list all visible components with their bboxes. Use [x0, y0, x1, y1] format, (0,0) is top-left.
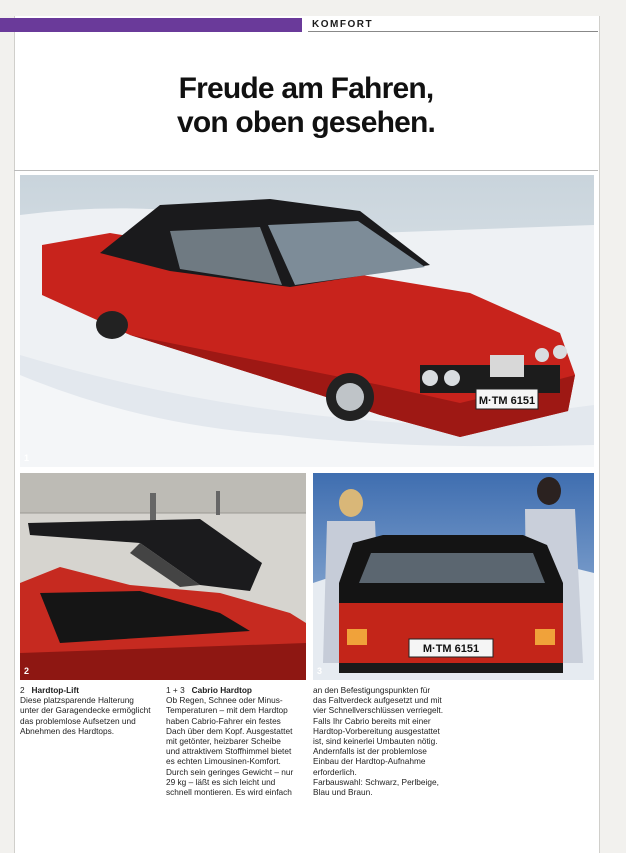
- caption1-number: 2: [20, 685, 25, 695]
- photo-rear-view: [313, 473, 594, 680]
- caption2-line: haben Cabrio-Fahrer ein festes: [166, 715, 281, 726]
- caption-continuation: [313, 685, 463, 797]
- photo2-number: 2: [24, 666, 30, 676]
- caption2-number: 1 + 3: [166, 685, 185, 695]
- caption2-line: und attraktivem Stoffhimmel bietet: [166, 746, 292, 757]
- caption3-line: das Faltverdeck aufgesetzt und mit: [313, 695, 442, 706]
- photo3-plate: M·TM 6151: [422, 643, 480, 655]
- caption2-line: Dach über dem Kopf. Ausgestattet: [166, 725, 293, 736]
- caption3-line: Falls Ihr Cabrio bereits mit einer: [313, 715, 431, 726]
- caption3-line: erforderlich.: [313, 766, 357, 777]
- photo3-number: 3: [317, 666, 323, 676]
- caption2-line: schnell montieren. Es wird einfach: [166, 787, 292, 798]
- headline-divider: [14, 170, 598, 171]
- caption-hardtop-lift: [20, 685, 160, 736]
- caption2-line: es echten Limousinen-Komfort.: [166, 756, 281, 767]
- caption1-title: Hardtop-Lift: [31, 685, 80, 695]
- caption-cabrio-hardtop: [166, 685, 308, 797]
- caption1-line: das problemlose Aufsetzen und: [20, 715, 136, 726]
- caption2-line: Temperaturen – mit dem Hardtop: [166, 705, 288, 716]
- caption3-line: Einbau der Hardtop-Aufnahme: [313, 756, 426, 767]
- photo-hardtop-lift: [20, 473, 306, 680]
- caption1-line: Abnehmen des Hardtops.: [20, 725, 115, 736]
- photo1-plate: M·TM 6151: [478, 395, 536, 407]
- caption1-line: unter der Garagendecke ermöglicht: [20, 705, 151, 716]
- caption3-line: an den Befestigungspunkten für: [313, 685, 431, 695]
- caption3-line: ist, sind keinerlei Umbauten nötig.: [313, 736, 438, 747]
- caption3-line: vier Schnellverschlüssen verriegelt.: [313, 705, 444, 716]
- caption1-line: Diese platzsparende Halterung: [20, 695, 134, 706]
- caption2-title: Cabrio Hardtop: [191, 685, 252, 695]
- headline-line-1: Freude am Fahren,: [178, 72, 434, 105]
- caption2-line: Durch sein geringes Gewicht – nur: [166, 766, 294, 777]
- photo-cabrio-snow: [20, 175, 594, 467]
- headline: [14, 72, 598, 140]
- headline-line-2: von oben gesehen.: [176, 106, 436, 139]
- section-color-bar: [0, 18, 302, 32]
- caption3-line: Blau und Braun.: [313, 787, 373, 798]
- section-label: KOMFORT: [308, 18, 598, 32]
- photo1-number: 1: [24, 453, 30, 463]
- caption2-line: Ob Regen, Schnee oder Minus-: [166, 695, 283, 706]
- caption2-line: 29 kg – läßt es sich leicht und: [166, 776, 276, 787]
- caption2-line: mit getönter, heizbarer Scheibe: [166, 736, 281, 747]
- caption3-line: Andernfalls ist der problemlose: [313, 746, 427, 757]
- caption3-line: Hardtop-Vorbereitung ausgestattet: [313, 725, 440, 736]
- caption3-line: Farbauswahl: Schwarz, Perlbeige,: [313, 776, 439, 787]
